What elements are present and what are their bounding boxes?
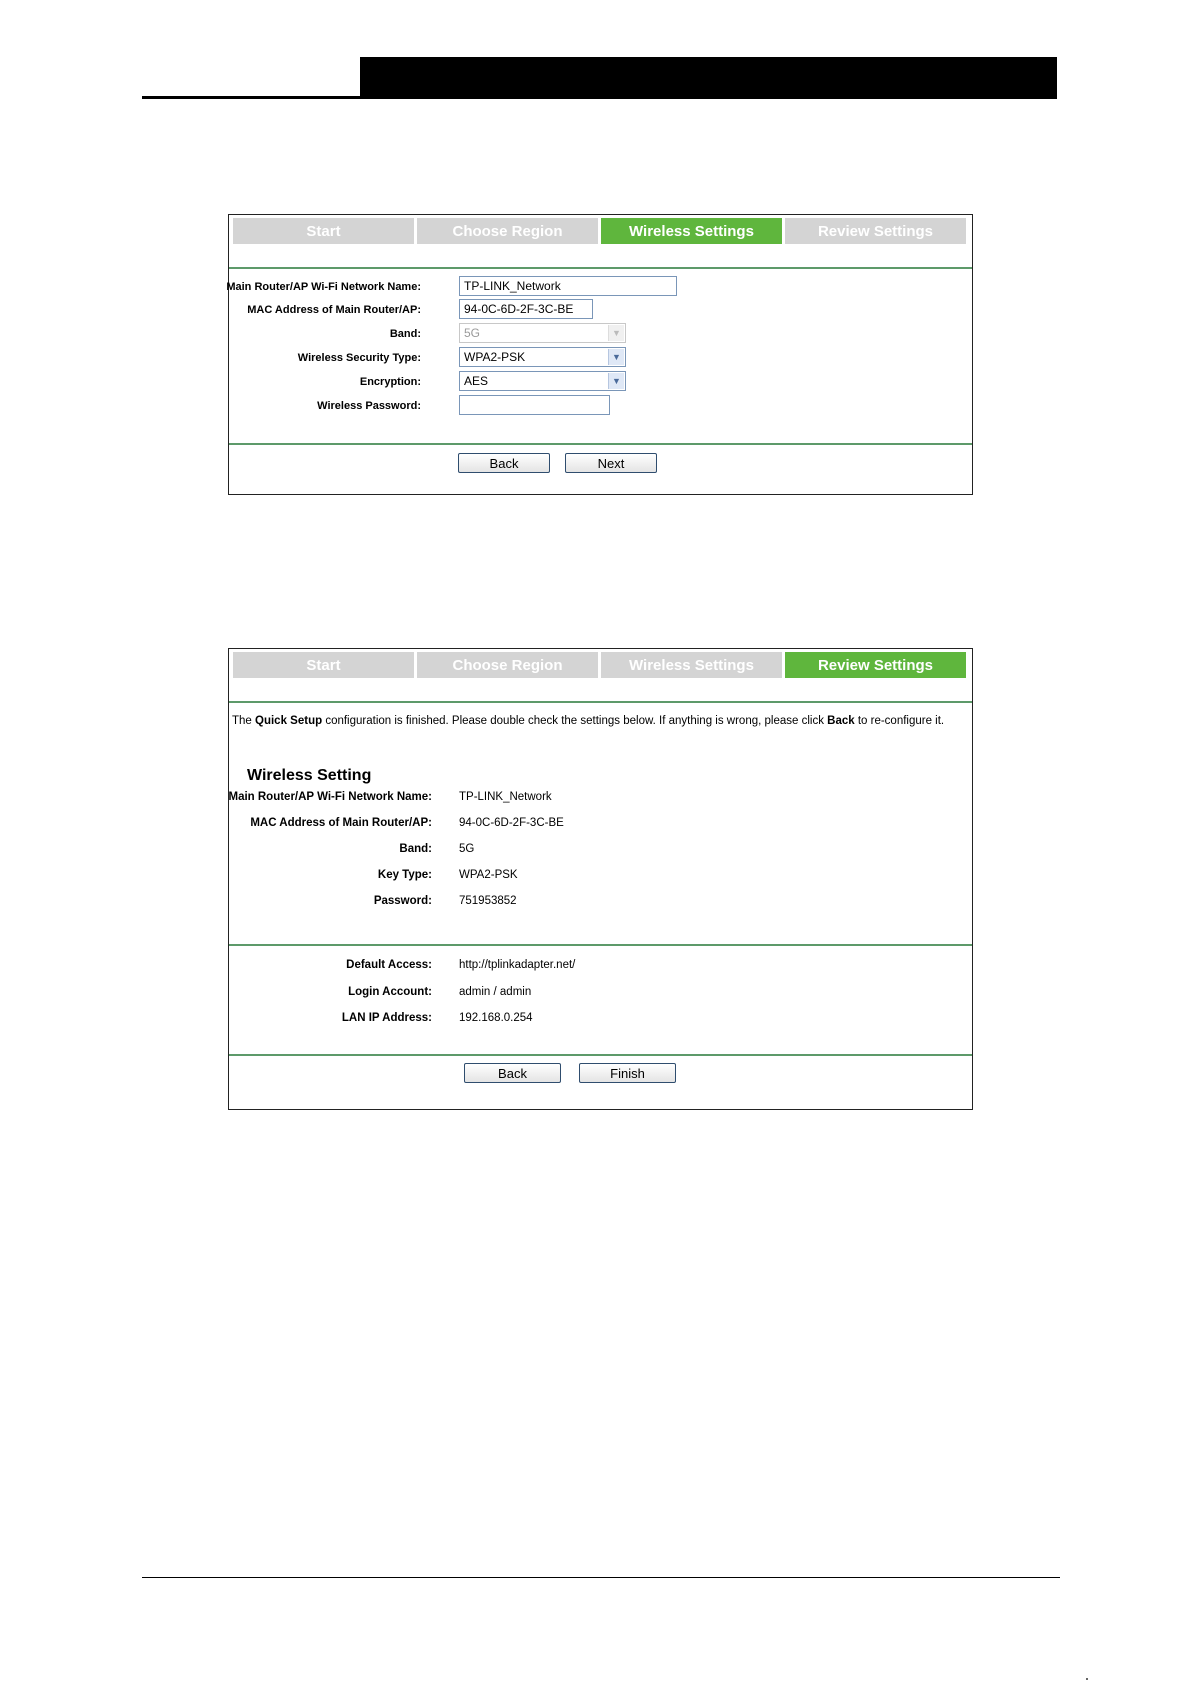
step-choose-region: Choose Region xyxy=(417,218,598,244)
separator xyxy=(229,1054,972,1056)
separator xyxy=(229,701,972,703)
review-label: Default Access: xyxy=(346,959,432,971)
ssid-input[interactable] xyxy=(459,276,677,296)
step-wireless-settings: Wireless Settings xyxy=(601,652,782,678)
band-row xyxy=(229,323,972,345)
wizard-steps xyxy=(233,218,966,244)
chevron-down-icon: ▼ xyxy=(608,325,624,341)
review-row xyxy=(229,981,972,1003)
step-start: Start xyxy=(233,652,414,678)
mac-input[interactable] xyxy=(459,299,593,319)
review-label: MAC Address of Main Router/AP: xyxy=(250,817,432,829)
wireless-settings-panel xyxy=(228,214,973,495)
separator xyxy=(229,443,972,445)
security-label: Wireless Security Type: xyxy=(297,352,421,364)
next-button[interactable]: Next xyxy=(565,453,657,473)
back-button[interactable]: Back xyxy=(464,1063,561,1083)
intro-text: The Quick Setup configuration is finished. Please double check the settings below. If anything is wrong, please click Back to re-configure it. xyxy=(232,715,945,727)
review-row xyxy=(229,786,972,808)
review-value: TP-LINK_Network xyxy=(459,791,552,803)
mac-row xyxy=(229,299,972,321)
review-value: 751953852 xyxy=(459,895,517,907)
review-row xyxy=(229,812,972,834)
separator xyxy=(229,267,972,269)
security-type-select[interactable] xyxy=(459,347,626,367)
separator xyxy=(229,944,972,946)
chevron-down-icon[interactable]: ▼ xyxy=(608,349,624,365)
review-settings-panel xyxy=(228,648,973,1110)
review-row xyxy=(229,890,972,912)
ssid-label: Main Router/AP Wi-Fi Network Name: xyxy=(226,281,421,293)
band-label: Band: xyxy=(389,328,421,340)
mac-label: MAC Address of Main Router/AP: xyxy=(247,304,421,316)
header-rule xyxy=(142,96,360,99)
default-access-link[interactable]: http://tplinkadapter.net/ xyxy=(459,959,576,971)
review-label: Main Router/AP Wi-Fi Network Name: xyxy=(228,791,432,803)
section-title: Wireless Setting xyxy=(247,767,372,784)
encryption-value: AES xyxy=(464,374,489,388)
ssid-row xyxy=(226,276,972,298)
page-mark xyxy=(1086,1678,1088,1680)
finish-button[interactable]: Finish xyxy=(579,1063,676,1083)
review-value: 94-0C-6D-2F-3C-BE xyxy=(459,817,564,829)
band-value: 5G xyxy=(464,326,481,340)
step-choose-region: Choose Region xyxy=(417,652,598,678)
review-label: Login Account: xyxy=(348,986,432,998)
security-row xyxy=(229,347,972,369)
wizard-steps xyxy=(233,652,966,678)
security-value: WPA2-PSK xyxy=(464,350,526,364)
review-value: 5G xyxy=(459,843,475,855)
step-review-settings: Review Settings xyxy=(785,652,966,678)
review-value: 192.168.0.254 xyxy=(459,1012,533,1024)
review-label: Band: xyxy=(399,843,432,855)
encryption-label: Encryption: xyxy=(359,376,421,388)
review-row xyxy=(229,864,972,886)
header-bar xyxy=(360,57,1057,99)
back-button[interactable]: Back xyxy=(458,453,550,473)
footer-rule xyxy=(142,1577,1060,1578)
step-review-settings: Review Settings xyxy=(785,218,966,244)
review-label: LAN IP Address: xyxy=(341,1012,432,1024)
encryption-row xyxy=(229,371,972,393)
review-row xyxy=(229,838,972,860)
review-row xyxy=(229,1007,972,1029)
review-value: WPA2-PSK xyxy=(459,869,518,881)
wireless-password-input[interactable] xyxy=(459,395,610,415)
chevron-down-icon[interactable]: ▼ xyxy=(608,373,624,389)
review-row xyxy=(229,954,972,976)
step-wireless-settings: Wireless Settings xyxy=(601,218,782,244)
review-label: Password: xyxy=(373,895,432,907)
review-value: admin / admin xyxy=(459,986,532,998)
review-label: Key Type: xyxy=(377,869,432,881)
password-label: Wireless Password: xyxy=(317,400,421,412)
band-select xyxy=(459,323,626,343)
encryption-select[interactable] xyxy=(459,371,626,391)
step-start: Start xyxy=(233,218,414,244)
password-row xyxy=(229,395,972,417)
